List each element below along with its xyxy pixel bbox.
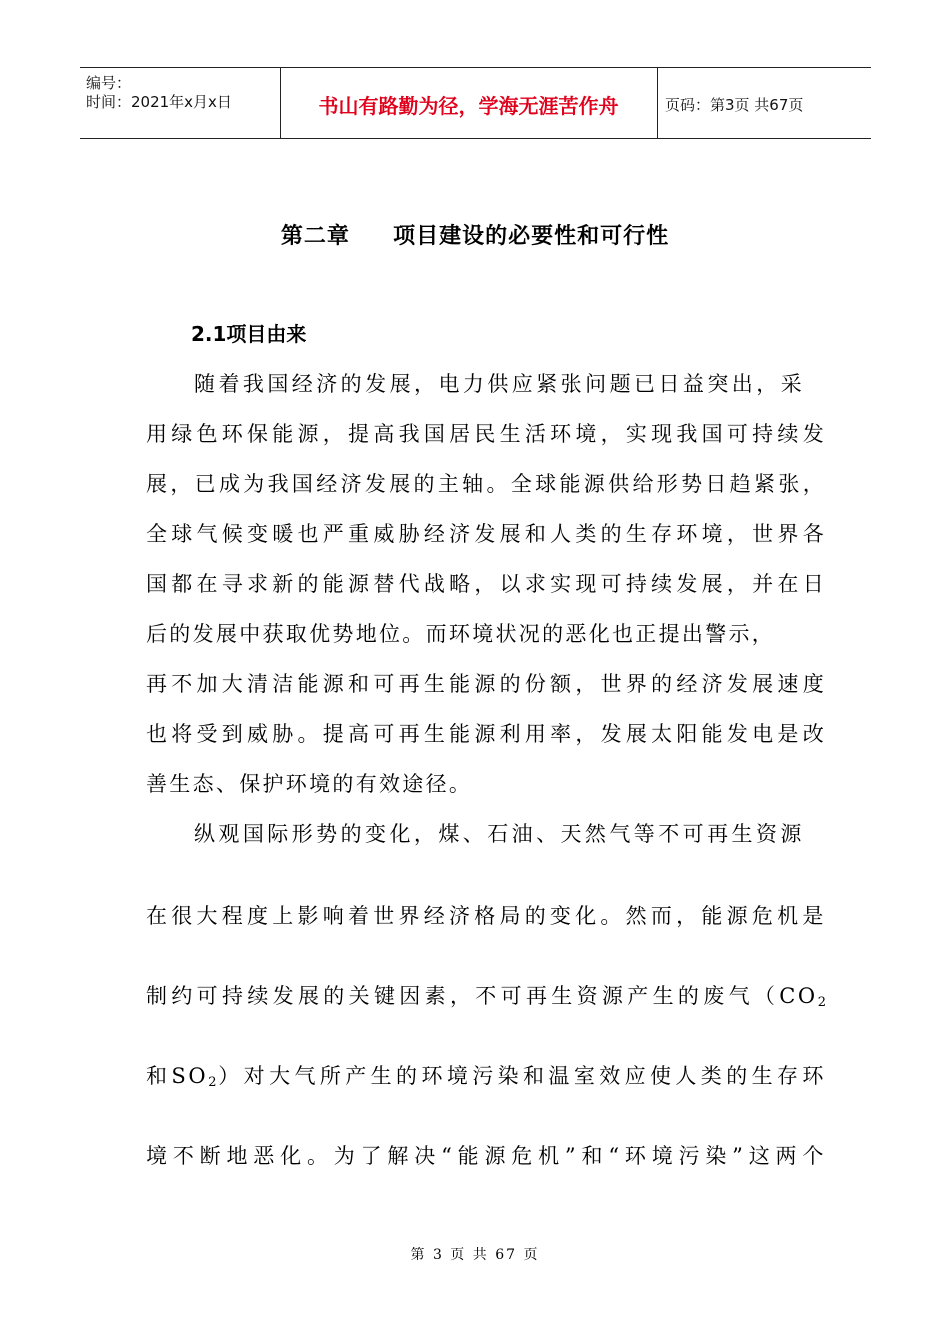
paragraph-line: 用绿色环保能源，提高我国居民生活环境，实现我国可持续发 [146,422,826,446]
chapter-title: 第二章 项目建设的必要性和可行性 [280,224,670,249]
paragraph-line: 纵观国际形势的变化，煤、石油、天然气等不可再生资源 [194,822,804,846]
so2-subscript: 2 [208,1075,217,1090]
co2-subscript: 2 [817,995,826,1010]
paragraph-line: 善生态、保护环境的有效途径。 [146,772,473,796]
header-motto: 书山有路勤为径，学海无涯苦作舟 [318,94,619,118]
paragraph-line: 展，已成为我国经济发展的主轴。全球能源供给形势日趋紧张， [146,472,826,496]
paragraph-line: 在很大程度上影响着世界经济格局的变化。然而，能源危机是 [146,904,826,928]
paragraph-line: 全球气候变暖也严重威胁经济发展和人类的生存环境，世界各 [146,522,826,546]
paragraph-line: 境不断地恶化。为了解决“能源危机”和“环境污染”这两个 [146,1144,826,1168]
header-time-label: 时间：2021年x月x日 [86,93,232,111]
so2-prefix: 和SO [146,1064,209,1088]
paragraph-line: 也将受到威胁。提高可再生能源利用率，发展太阳能发电是改 [146,722,826,746]
page-footer: 第 3 页 共 67 页 [410,1247,540,1263]
header-meta-cell [80,68,281,138]
header-page-cell [657,68,871,138]
paragraph-line: 随着我国经济的发展，电力供应紧张问题已日益突出，采 [194,372,804,396]
page-header [80,67,871,139]
section-title: 2.1项目由来 [191,322,307,346]
paragraph-line-co2 [146,980,826,1010]
paragraph-line-so2 [146,1060,826,1090]
paragraph-line: 国都在寻求新的能源替代战略，以求实现可持续发展，并在日 [146,572,826,596]
header-page-label: 页码：第3页 共67页 [665,96,804,114]
paragraph-line: 再不加大清洁能源和可再生能源的份额，世界的经济发展速度 [146,672,826,696]
paragraph-line: 后的发展中获取优势地位。而环境状况的恶化也正提出警示， [146,622,776,646]
so2-suffix: ）对大气所产生的环境污染和温室效应使人类的生存环 [216,1064,826,1088]
header-number-label: 编号： [86,74,132,92]
co2-text: 制约可持续发展的关键因素，不可再生资源产生的废气（CO [146,984,818,1008]
header-motto-cell [280,68,658,138]
